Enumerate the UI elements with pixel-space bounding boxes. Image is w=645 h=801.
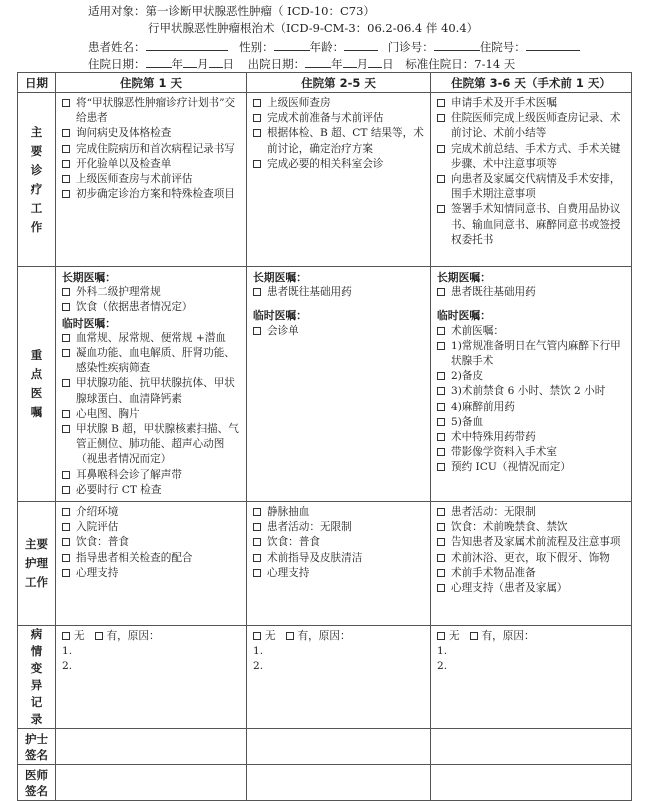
checklist-item[interactable]: 介绍环境 — [62, 505, 242, 520]
clinic-no-field[interactable] — [434, 39, 480, 51]
checklist-item[interactable]: 完成术前总结、手术方式、手术关键步骤、术中注意事项等 — [437, 142, 627, 172]
nursing-day2-list — [247, 502, 430, 583]
main-work-day2 — [247, 93, 431, 267]
checklist-item[interactable]: 上级医师查房与术前评估 — [62, 172, 242, 187]
variance-yes-label: 有，原因： — [481, 630, 535, 642]
diagnosis-text: 第一诊断甲状腺恶性肿瘤（ ICD-10：C73） — [145, 4, 375, 18]
admit-date-label: 住院日期： — [88, 57, 146, 71]
checklist-item[interactable]: 3)术前禁食 6 小时、禁饮 2 小时 — [437, 384, 627, 399]
applicable-line-1 — [88, 4, 375, 18]
main-work-day1-list — [56, 93, 246, 204]
temporary-orders-label: 临时医嘱： — [437, 309, 491, 323]
variance-none-label: 无 — [74, 630, 85, 642]
checklist-item[interactable]: 术中特殊用药带药 — [437, 430, 627, 445]
checklist-item[interactable]: 术前医嘱： — [437, 324, 627, 339]
checklist-item[interactable]: 饮食：普食 — [253, 535, 426, 550]
variance-yes-checkbox[interactable] — [286, 632, 294, 640]
variance-day2 — [247, 626, 431, 729]
admit-day-field[interactable] — [209, 56, 223, 68]
col-header-day1: 住院第 1 天 — [56, 73, 247, 93]
main-work-day2-list — [247, 93, 430, 174]
age-field[interactable] — [344, 39, 378, 51]
row-label-nurse-sign — [18, 729, 56, 765]
row-label-text: 护士签名 — [25, 731, 48, 762]
patient-info-line — [88, 39, 580, 54]
temporary-orders-label: 临时医嘱： — [62, 316, 116, 330]
discharge-day-field[interactable] — [368, 56, 382, 68]
checklist-item[interactable]: 心理支持 — [62, 566, 242, 581]
gender-label: 性别： — [239, 40, 274, 54]
month-unit: 月 — [197, 57, 209, 71]
variance-reason-1[interactable]: 1. — [437, 645, 448, 658]
variance-options — [62, 629, 242, 644]
variance-yes-checkbox[interactable] — [95, 632, 103, 640]
variance-options — [437, 629, 627, 644]
variance-reason-2[interactable]: 2. — [253, 660, 264, 673]
checklist-item[interactable]: 根据体检、B 超、CT 结果等，术前讨论，确定治疗方案 — [253, 126, 426, 156]
variance-reason-2[interactable]: 2. — [437, 660, 448, 673]
row-label-main-work — [18, 93, 56, 267]
checklist-item[interactable]: 患者既往基础用药 — [253, 285, 426, 300]
date-info-line — [88, 56, 515, 71]
variance-none-label: 无 — [265, 630, 276, 642]
orders-day1-content — [56, 267, 246, 500]
temporary-orders-label: 临时医嘱： — [253, 309, 307, 323]
checklist-item[interactable]: 饮食：普食 — [62, 535, 242, 550]
gender-field[interactable] — [274, 39, 310, 51]
nursing-day3 — [431, 502, 632, 626]
checklist-item[interactable]: 签署手术知情同意书、自费用品协议书、输血同意书、麻醉同意书或签授权委托书 — [437, 202, 627, 248]
admission-no-field[interactable] — [526, 39, 580, 51]
checklist-item[interactable]: 4)麻醉前用药 — [437, 400, 627, 415]
variance-none-label: 无 — [449, 630, 460, 642]
long-term-orders-label: 长期医嘱： — [62, 271, 116, 284]
doctor-sign-day2[interactable] — [247, 765, 431, 801]
day-unit: 日 — [222, 57, 234, 71]
row-label-orders — [18, 267, 56, 502]
col-header-day2-5: 住院第 2-5 天 — [247, 73, 431, 93]
row-nursing — [18, 502, 632, 626]
year-unit: 年 — [171, 57, 183, 71]
checklist-item[interactable]: 患者既往基础用药 — [437, 285, 627, 300]
checklist-item[interactable]: 带影像学资料入手术室 — [437, 445, 627, 460]
orders-day1-temp-list — [62, 331, 242, 498]
checklist-item[interactable]: 5)备血 — [437, 415, 627, 430]
checklist-item[interactable]: 心理支持 — [253, 566, 426, 581]
row-main-work — [18, 93, 632, 267]
row-label-text: 医师签名 — [25, 767, 48, 798]
long-term-orders-label: 长期医嘱： — [437, 271, 491, 284]
row-nurse-sign — [18, 729, 632, 765]
checklist-item[interactable]: 术前指导及皮肤清洁 — [253, 551, 426, 566]
row-label-doctor-sign — [18, 765, 56, 801]
checklist-item[interactable]: 患者活动：无限制 — [437, 505, 627, 520]
variance-day1 — [56, 626, 247, 729]
checklist-item[interactable]: 住院医师完成上级医师查房记录、术前讨论、术前小结等 — [437, 111, 627, 141]
checklist-item[interactable]: 血常规、尿常规、便常规 +潜血 — [62, 331, 242, 346]
orders-day2-long-list — [253, 285, 426, 300]
checklist-item[interactable]: 开化验单以及检查单 — [62, 157, 242, 172]
clinical-pathway-table — [17, 72, 632, 801]
age-label: 年龄： — [309, 40, 345, 54]
variance-none-checkbox[interactable] — [62, 632, 70, 640]
doctor-sign-day1[interactable] — [56, 765, 247, 801]
orders-day2-content — [247, 267, 430, 341]
orders-day2-temp-list — [253, 324, 426, 339]
checklist-item[interactable]: 饮食：术前晚禁食、禁饮 — [437, 520, 627, 535]
main-work-day3-list — [431, 93, 631, 250]
main-work-day3 — [431, 93, 632, 267]
checklist-item[interactable]: 将“甲状腺恶性肿瘤诊疗计划书”交给患者 — [62, 96, 242, 126]
applicable-label: 适用对象： — [88, 4, 146, 18]
checklist-item[interactable]: 术前沐浴、更衣，取下假牙、饰物 — [437, 551, 627, 566]
variance-day3 — [431, 626, 632, 729]
variance-day2-content — [247, 626, 430, 677]
checklist-item[interactable]: 完成住院病历和首次病程记录书写 — [62, 142, 242, 157]
day-unit: 日 — [382, 57, 394, 71]
clinic-no-label: 门诊号： — [387, 40, 434, 54]
admit-month-field[interactable] — [183, 56, 197, 68]
checklist-item[interactable]: 心电图、胸片 — [62, 407, 242, 422]
checklist-item[interactable]: 告知患者及家属术前流程及注意事项 — [437, 535, 627, 550]
checklist-item[interactable]: 1)常规准备明日在气管内麻醉下行甲状腺手术 — [437, 339, 627, 369]
nurse-sign-day3[interactable] — [431, 729, 632, 765]
checklist-item[interactable]: 会诊单 — [253, 324, 426, 339]
applicable-line-2: 行甲状腺恶性肿瘤根治术（ICD-9-CM-3：06.2-06.4 伴 40.4） — [148, 21, 479, 35]
doctor-sign-day3[interactable] — [431, 765, 632, 801]
checklist-item[interactable]: 甲状腺功能、抗甲状腺抗体、甲状腺球蛋白、血清降钙素 — [62, 376, 242, 406]
orders-day2 — [247, 267, 431, 502]
checklist-item[interactable]: 术前手术物品准备 — [437, 566, 627, 581]
variance-options — [253, 629, 426, 644]
orders-day3-long-list — [437, 285, 627, 300]
orders-day3-content — [431, 267, 631, 478]
row-label-text: 病情变异记录 — [30, 627, 43, 726]
row-doctor-sign — [18, 765, 632, 801]
checklist-item[interactable]: 向患者及家属交代病情及手术安排，围手术期注意事项 — [437, 172, 627, 202]
row-label-variance — [18, 626, 56, 729]
main-work-day1 — [56, 93, 247, 267]
orders-day3-temp-list — [437, 324, 627, 476]
nursing-day1 — [56, 502, 247, 626]
checklist-item[interactable]: 完成术前准备与术前评估 — [253, 111, 426, 126]
row-label-text: 重点医嘱 — [30, 348, 43, 419]
checklist-item[interactable]: 指导患者相关检查的配合 — [62, 551, 242, 566]
variance-reason-2[interactable]: 2. — [62, 660, 73, 673]
nursing-day2 — [247, 502, 431, 626]
standard-days-label: 标准住院日：7-14 天 — [405, 57, 516, 71]
row-variance — [18, 626, 632, 729]
col-header-day3-6: 住院第 3-6 天（手术前 1 天） — [431, 73, 632, 93]
checklist-item[interactable]: 饮食（依据患者情况定） — [62, 300, 242, 315]
checklist-item[interactable]: 凝血功能、血电解质、肝肾功能、感染性疾病筛查 — [62, 346, 242, 376]
variance-yes-label: 有，原因： — [297, 630, 351, 642]
row-label-text: 主要诊疗工作 — [30, 124, 43, 234]
row-label-nursing — [18, 502, 56, 626]
checklist-item[interactable]: 甲状腺 B 超，甲状腺核素扫描、气管正侧位、肺功能、超声心动图（视患者情况而定） — [62, 422, 242, 468]
checklist-item[interactable]: 完成必要的相关科室会诊 — [253, 157, 426, 172]
month-unit: 月 — [356, 57, 369, 71]
variance-none-checkbox[interactable] — [253, 632, 261, 640]
admission-no-label: 住院号： — [479, 40, 526, 54]
checklist-item[interactable]: 询问病史及体格检查 — [62, 126, 242, 141]
orders-day1-long-list — [62, 285, 242, 315]
checklist-item[interactable]: 外科二级护理常规 — [62, 285, 242, 300]
admit-year-field[interactable] — [146, 56, 172, 68]
col-header-date: 日期 — [18, 73, 56, 93]
nursing-day1-list — [56, 502, 246, 583]
discharge-month-field[interactable] — [343, 56, 357, 68]
patient-name-label: 患者姓名： — [88, 40, 146, 54]
variance-day3-content — [431, 626, 631, 677]
year-unit: 年 — [331, 57, 343, 71]
variance-none-checkbox[interactable] — [437, 632, 445, 640]
checklist-item[interactable]: 上级医师查房 — [253, 96, 426, 111]
header-row — [18, 73, 632, 93]
variance-reason-1[interactable]: 1. — [253, 645, 264, 658]
row-label-text: 主要护理工作 — [25, 537, 48, 589]
variance-yes-label: 有，原因： — [106, 630, 160, 642]
checklist-item[interactable]: 预约 ICU（视情况而定） — [437, 460, 627, 475]
nurse-sign-day1[interactable] — [56, 729, 247, 765]
checklist-item[interactable]: 2)备皮 — [437, 369, 627, 384]
checklist-item[interactable]: 申请手术及开手术医嘱 — [437, 96, 627, 111]
variance-day1-content — [56, 626, 246, 677]
discharge-year-field[interactable] — [305, 56, 331, 68]
checklist-item[interactable]: 心理支持（患者及家属） — [437, 581, 627, 596]
checklist-item[interactable]: 患者活动：无限制 — [253, 520, 426, 535]
checklist-item[interactable]: 必要时行 CT 检查 — [62, 483, 242, 498]
patient-name-field[interactable] — [146, 39, 228, 51]
variance-yes-checkbox[interactable] — [470, 632, 478, 640]
checklist-item[interactable]: 耳鼻喉科会诊了解声带 — [62, 468, 242, 483]
checklist-item[interactable]: 初步确定诊治方案和特殊检查项目 — [62, 187, 242, 202]
nurse-sign-day2[interactable] — [247, 729, 431, 765]
nursing-day3-list — [431, 502, 631, 598]
row-orders — [18, 267, 632, 502]
checklist-item[interactable]: 静脉抽血 — [253, 505, 426, 520]
checklist-item[interactable]: 入院评估 — [62, 520, 242, 535]
discharge-date-label: 出院日期： — [247, 57, 306, 71]
orders-day3 — [431, 267, 632, 502]
variance-reason-1[interactable]: 1. — [62, 645, 73, 658]
long-term-orders-label: 长期医嘱： — [253, 271, 307, 284]
orders-day1 — [56, 267, 247, 502]
